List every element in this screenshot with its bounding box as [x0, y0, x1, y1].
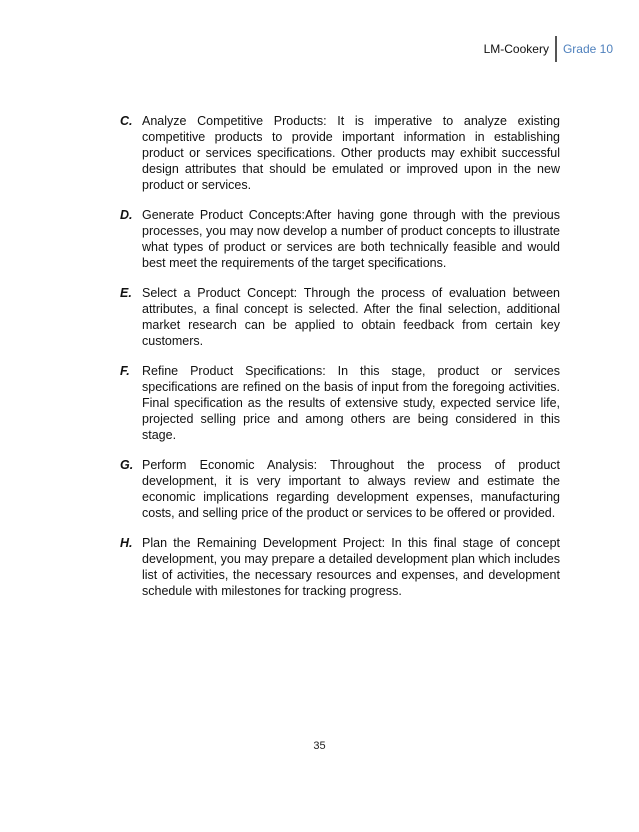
list-item: [120, 457, 560, 521]
item-text: Analyze Competitive Products: It is imperative to analyze existing competitive products to provide important information in establishing product or services specifications. Other products may exhibit successful design attributes that should be emulated or improved upon in the new product or services.: [142, 114, 560, 192]
item-text: Plan the Remaining Development Project: In this final stage of concept development, you may prepare a detailed development plan which includes list of activities, the necessary resources and expenses, and development schedule with milestones for tracking progress.: [142, 536, 560, 598]
item-letter: D.: [120, 208, 133, 222]
item-text: Perform Economic Analysis: Throughout the process of product development, it is very important to always review and estimate the economic implications regarding development expenses, manufacturing costs, and selling price of the product or services to be offered or provided.: [142, 458, 560, 520]
item-letter: G.: [120, 458, 134, 472]
page-header: [484, 36, 613, 62]
header-title: LM-Cookery: [483, 42, 549, 56]
document-body: [120, 113, 560, 613]
header-grade: Grade 10: [562, 42, 613, 56]
item-text: Select a Product Concept: Through the process of evaluation between attributes, a final concept is selected. After the final selection, additional market research can be applied to obtain feedback from certain key customers.: [142, 286, 560, 348]
list-item: [120, 207, 560, 271]
page-number: 35: [313, 740, 326, 752]
item-text: Refine Product Specifications: In this stage, product or services specifications are refined on the basis of input from the foregoing activities. Final specification as the results of extensive study, expected service life, projected selling price and among others are being considered in this stage.: [142, 364, 560, 442]
list-item: [120, 535, 560, 599]
header-divider: [555, 36, 557, 62]
item-letter: E.: [120, 286, 132, 300]
list-item: [120, 285, 560, 349]
list-item: [120, 113, 560, 193]
list-item: [120, 363, 560, 443]
item-letter: H.: [120, 536, 133, 550]
item-text: Generate Product Concepts:After having gone through with the previous processes, you may now develop a number of product concepts to illustrate what types of product or services are both technically feasible and would best meet the requirements of the target specifications.: [142, 208, 560, 270]
item-letter: F.: [120, 364, 130, 378]
item-letter: C.: [120, 114, 133, 128]
